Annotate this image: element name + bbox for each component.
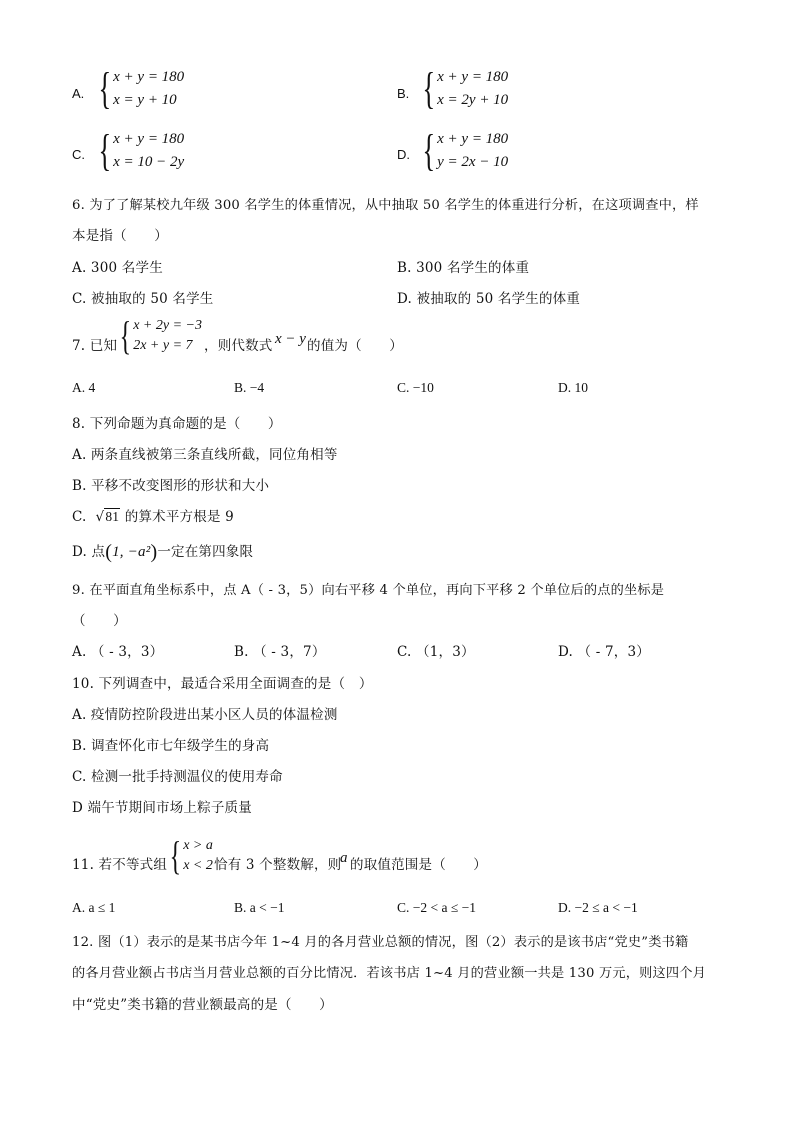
q5-option-d-system: { x + y = 180 y = 2x − 10 [422,126,509,175]
q6-option-a: A. 300 名学生 [72,260,163,276]
q10-option-c: C. 检测一批手持测温仪的使用寿命 [72,769,283,785]
q12-stem-line2: 的各月营业额占书店当月营业总额的百分比情况．若该书店 1~4 月的营业额一共是 130 万元，则这四个月 [72,966,707,981]
q5-a-eq1: x + y = 180 [113,69,185,85]
q11-option-c: C. −2 < a ≤ −1 [397,900,476,915]
q10-option-b: B. 调查怀化市七年级学生的身高 [72,738,270,754]
q11-option-d: D. −2 ≤ a < −1 [558,900,638,915]
q7-eq1: x + 2y = −3 [133,318,202,333]
q5-option-b-system: { x + y = 180 x = 2y + 10 [422,64,509,113]
q9-stem-line1: 9. 在平面直角坐标系中，点 A（ - 3，5）向右平移 4 个单位，再向下平移 2 个单位后的点的坐标是 [72,583,665,598]
q11-ineq1: x > a [183,838,213,853]
q5-b-eq1: x + y = 180 [437,69,509,85]
q11-stem-prefix: 11. 若不等式组 [72,857,168,873]
q5-option-b-label: B. [397,86,410,101]
q5-option-c-label: C. [72,147,85,162]
q11-option-b: B. a < −1 [234,900,285,915]
q8-option-a: A. 两条直线被第三条直线所截，同位角相等 [72,447,338,463]
q8-option-d-suffix: 一定在第四象限 [157,544,254,560]
q6-option-b: B. 300 名学生的体重 [397,260,530,276]
q7-option-c: C. −10 [397,380,434,395]
q7-option-a: A. 4 [72,380,96,395]
q9-option-d: D. （ - 7，3） [558,644,650,660]
q8-option-c-label: C. [72,509,87,525]
q11-option-a: A. a ≤ 1 [72,900,116,915]
q5-c-eq2: x = 10 − 2y [113,154,185,170]
q10-option-a: A. 疫情防控阶段进出某小区人员的体温检测 [72,707,338,723]
q8-option-b: B. 平移不改变图形的形状和大小 [72,478,270,494]
q7-stem-prefix: 7. 已知 [72,338,118,354]
q10-option-d: D 端午节期间市场上粽子质量 [72,800,252,816]
q10-stem: 10. 下列调查中，最适合采用全面调查的是（ ） [72,676,373,692]
q7-stem-mid: ，则代数式 [204,338,273,354]
q5-option-a-system: { x + y = 180 x = y + 10 [98,64,185,113]
q7-option-b: B. −4 [234,380,265,395]
q8-option-c [72,505,234,525]
q8-stem: 8. 下列命题为真命题的是（ ） [72,416,282,432]
q7-system: { x + 2y = −3 2x + y = 7 [119,313,202,358]
q5-d-eq1: x + y = 180 [437,131,509,147]
q9-option-b: B. （ - 3，7） [234,644,326,660]
q8-option-d: D. 点(1, −a²)一定在第四象限 [72,541,254,563]
q6-stem-line2: 本是指（ ） [72,228,168,244]
q9-option-c: C. （1，3） [397,644,475,660]
q7-expression: x − y [275,331,306,347]
q7-option-d: D. 10 [558,380,588,395]
q11-stem-mid: 恰有 3 个整数解，则 [214,857,342,873]
q8-radicand: 81 [105,509,120,524]
q5-d-eq2: y = 2x − 10 [437,154,509,170]
q11-ineq2: x < 2 [183,858,213,873]
q5-b-eq2: x = 2y + 10 [437,92,509,108]
q12-stem-line3: 中“党史”类书籍的营业额最高的是（ ） [72,997,333,1013]
q7-eq2: 2x + y = 7 [133,338,193,353]
q8-point: 1, −a² [112,544,151,560]
q8-option-c-text: 的算术平方根是 9 [124,509,234,525]
q5-option-a-label: A. [72,86,85,101]
q6-option-d: D. 被抽取的 50 名学生的体重 [397,291,581,307]
q11-variable: a [340,850,348,866]
q11-system: { x > a x < 2 [169,833,213,878]
q8-option-d-prefix: D. 点 [72,544,106,560]
q9-stem-line2: （ ） [72,613,127,629]
q5-option-d-label: D. [397,147,410,162]
q11-stem-suffix: 的取值范围是（ ） [350,857,487,873]
q5-a-eq2: x = y + 10 [113,92,177,108]
q6-option-c: C. 被抽取的 50 名学生 [72,291,214,307]
q6-stem-line1: 6. 为了了解某校九年级 300 名学生的体重情况，从中抽取 50 名学生的体重进行分析，在这项调查中，样 [72,198,699,213]
q5-c-eq1: x + y = 180 [113,131,185,147]
sqrt-symbol: √81 [91,509,120,525]
q5-option-c-system: { x + y = 180 x = 10 − 2y [98,126,185,175]
q9-option-a: A. （ - 3，3） [72,644,164,660]
q12-stem-line1: 12. 图（1）表示的是某书店今年 1~4 月的各月营业总额的情况，图（2）表示的是该书店“党史”类书籍 [72,935,689,950]
q7-stem-suffix: 的值为（ ） [307,338,403,354]
